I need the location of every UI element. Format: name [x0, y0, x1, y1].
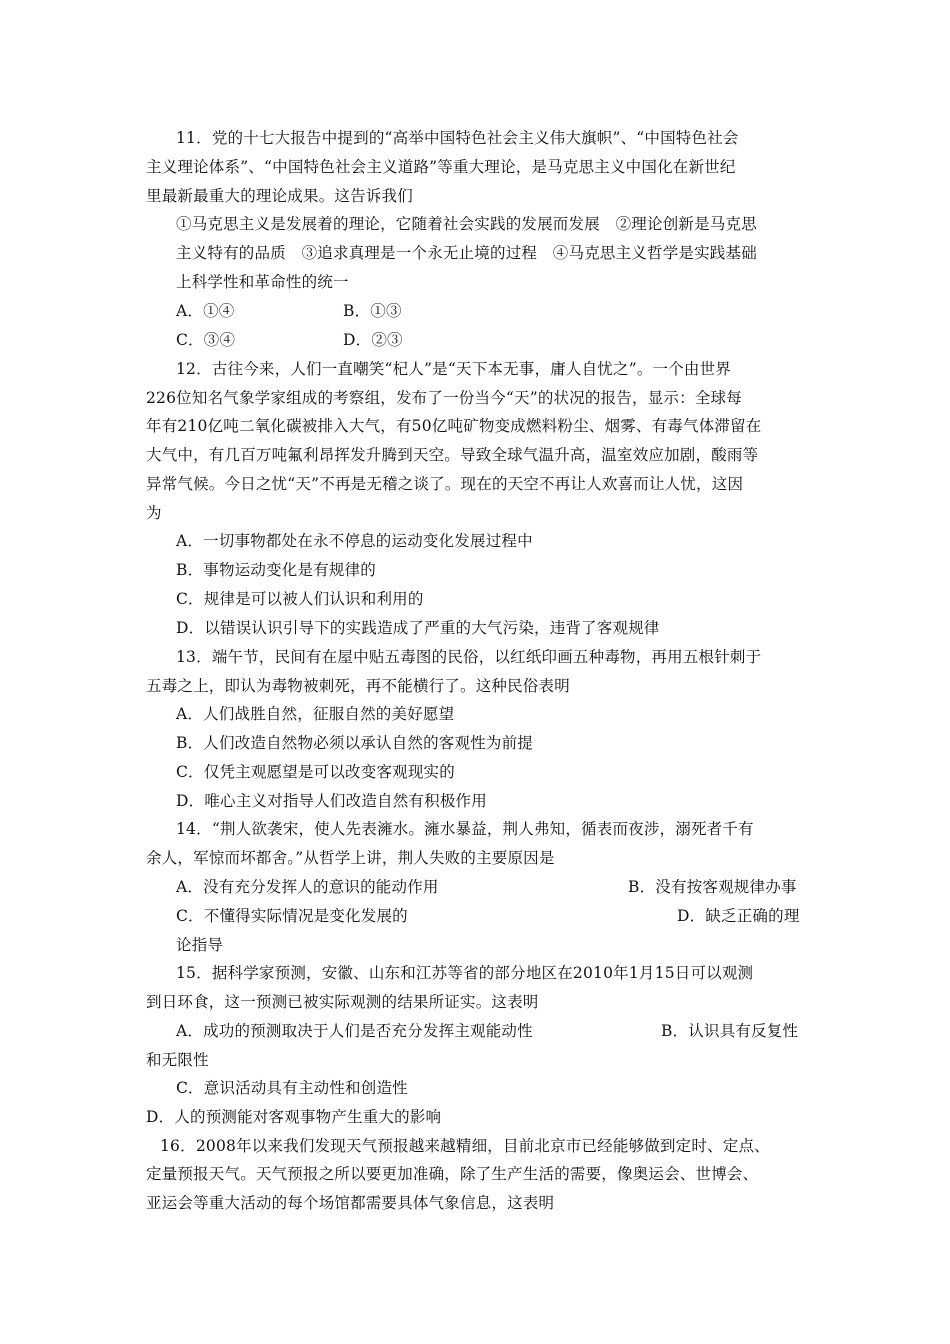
- q12-stem-line3: 年有210亿吨二氧化碳被排入大气，有50亿吨矿物变成燃料粉尘、烟雾、有毒气体滞留在: [146, 417, 762, 435]
- q15-option-a: A．成功的预测取决于人们是否充分发挥主观能动性: [176, 1022, 533, 1040]
- q13-option-a: A．人们战胜自然，征服自然的美好愿望: [176, 705, 455, 723]
- q11-statements-line1: ①马克思主义是发展着的理论，它随着社会实践的发展而发展 ②理论创新是马克思: [176, 215, 757, 233]
- q12-stem-line4: 大气中，有几百万吨氟利昂挥发升腾到天空。导致全球气温升高，温室效应加剧，酸雨等: [146, 446, 759, 464]
- q11-stem-line1: 11．党的十七大报告中提到的“高举中国特色社会主义伟大旗帜”、“中国特色社会: [176, 129, 739, 147]
- q14-option-a: A．没有充分发挥人的意识的能动作用: [176, 878, 439, 896]
- q15-stem-line2: 到日环食，这一预测已被实际观测的结果所证实。这表明: [146, 993, 539, 1011]
- q12-option-a: A．一切事物都处在永不停息的运动变化发展过程中: [176, 532, 533, 550]
- q15-option-c: C．意识活动具有主动性和创造性: [176, 1079, 408, 1097]
- q16-stem-line1: 16．2008年以来我们发现天气预报越来越精细，目前北京市已经能够做到定时、定点、: [160, 1137, 770, 1155]
- q12-stem-line5: 异常气候。今日之忧“天”不再是无稽之谈了。现在的天空不再让人欢喜而让人忧，这因: [146, 475, 744, 493]
- q11-option-a: A．①④: [176, 302, 235, 320]
- q15-stem-line1: 15．据科学家预测，安徽、山东和江苏等省的部分地区在2010年1月15日可以观测: [176, 964, 754, 982]
- q14-option-b: B．没有按客观规律办事: [628, 878, 797, 896]
- q11-option-d: D．②③: [343, 331, 403, 349]
- q14-stem-line2: 余人，军惊而坏都舍。”从哲学上讲，荆人失败的主要原因是: [146, 849, 555, 867]
- q11-statements-line3: 上科学性和革命性的统一: [176, 273, 349, 291]
- q14-stem-line1: 14．“荆人欲袭宋，使人先表澭水。澭水暴益，荆人弗知，循表而夜涉，溺死者千有: [176, 820, 754, 838]
- q14-option-d-line1: D．缺乏正确的理: [677, 907, 800, 925]
- q11-option-c: C．③④: [176, 331, 236, 349]
- q15-option-d: D．人的预测能对客观事物产生重大的影响: [146, 1108, 442, 1126]
- q11-option-b: B．①③: [343, 302, 402, 320]
- q16-stem-line2: 定量预报天气。天气预报之所以要更加准确，除了生产生活的需要，像奥运会、世博会、: [146, 1165, 759, 1183]
- q11-stem-line3: 里最新最重大的理论成果。这告诉我们: [146, 187, 413, 205]
- q12-option-c: C．规律是可以被人们认识和利用的: [176, 590, 424, 608]
- q12-stem-line1: 12．古往今来，人们一直嘲笑“杞人”是“天下本无事，庸人自忧之”。一个由世界: [176, 360, 732, 378]
- q11-statements-line2: 主义特有的品质 ③追求真理是一个永无止境的过程 ④马克思主义哲学是实践基础: [176, 244, 757, 262]
- q13-option-b: B．人们改造自然物必须以承认自然的客观性为前提: [176, 734, 533, 752]
- q12-stem-line2: 226位知名气象学家组成的考察组，发布了一份当今“天”的状况的报告，显示：全球每: [146, 389, 742, 407]
- q11-stem-line2: 主义理论体系”、“中国特色社会主义道路”等重大理论，是马克思主义中国化在新世纪: [146, 158, 736, 176]
- q14-option-d-line2: 论指导: [176, 936, 224, 954]
- q15-option-b-line1: B．认识具有反复性: [661, 1022, 799, 1040]
- q12-option-b: B．事物运动变化是有规律的: [176, 561, 376, 579]
- q14-option-c: C．不懂得实际情况是变化发展的: [176, 907, 408, 925]
- q12-option-d: D．以错误认识引导下的实践造成了严重的大气污染，违背了客观规律: [176, 619, 660, 637]
- q13-stem-line2: 五毒之上，即认为毒物被刺死，再不能横行了。这种民俗表明: [146, 677, 570, 695]
- q13-option-d: D．唯心主义对指导人们改造自然有积极作用: [176, 792, 487, 810]
- q12-stem-line6: 为: [146, 504, 162, 522]
- q13-option-c: C．仅凭主观愿望是可以改变客观现实的: [176, 763, 455, 781]
- q13-stem-line1: 13．端午节，民间有在屋中贴五毒图的民俗，以红纸印画五种毒物，再用五根针刺于: [176, 648, 762, 666]
- q15-option-b-line2: 和无限性: [146, 1051, 209, 1069]
- q16-stem-line3: 亚运会等重大活动的每个场馆都需要具体气象信息，这表明: [146, 1194, 555, 1212]
